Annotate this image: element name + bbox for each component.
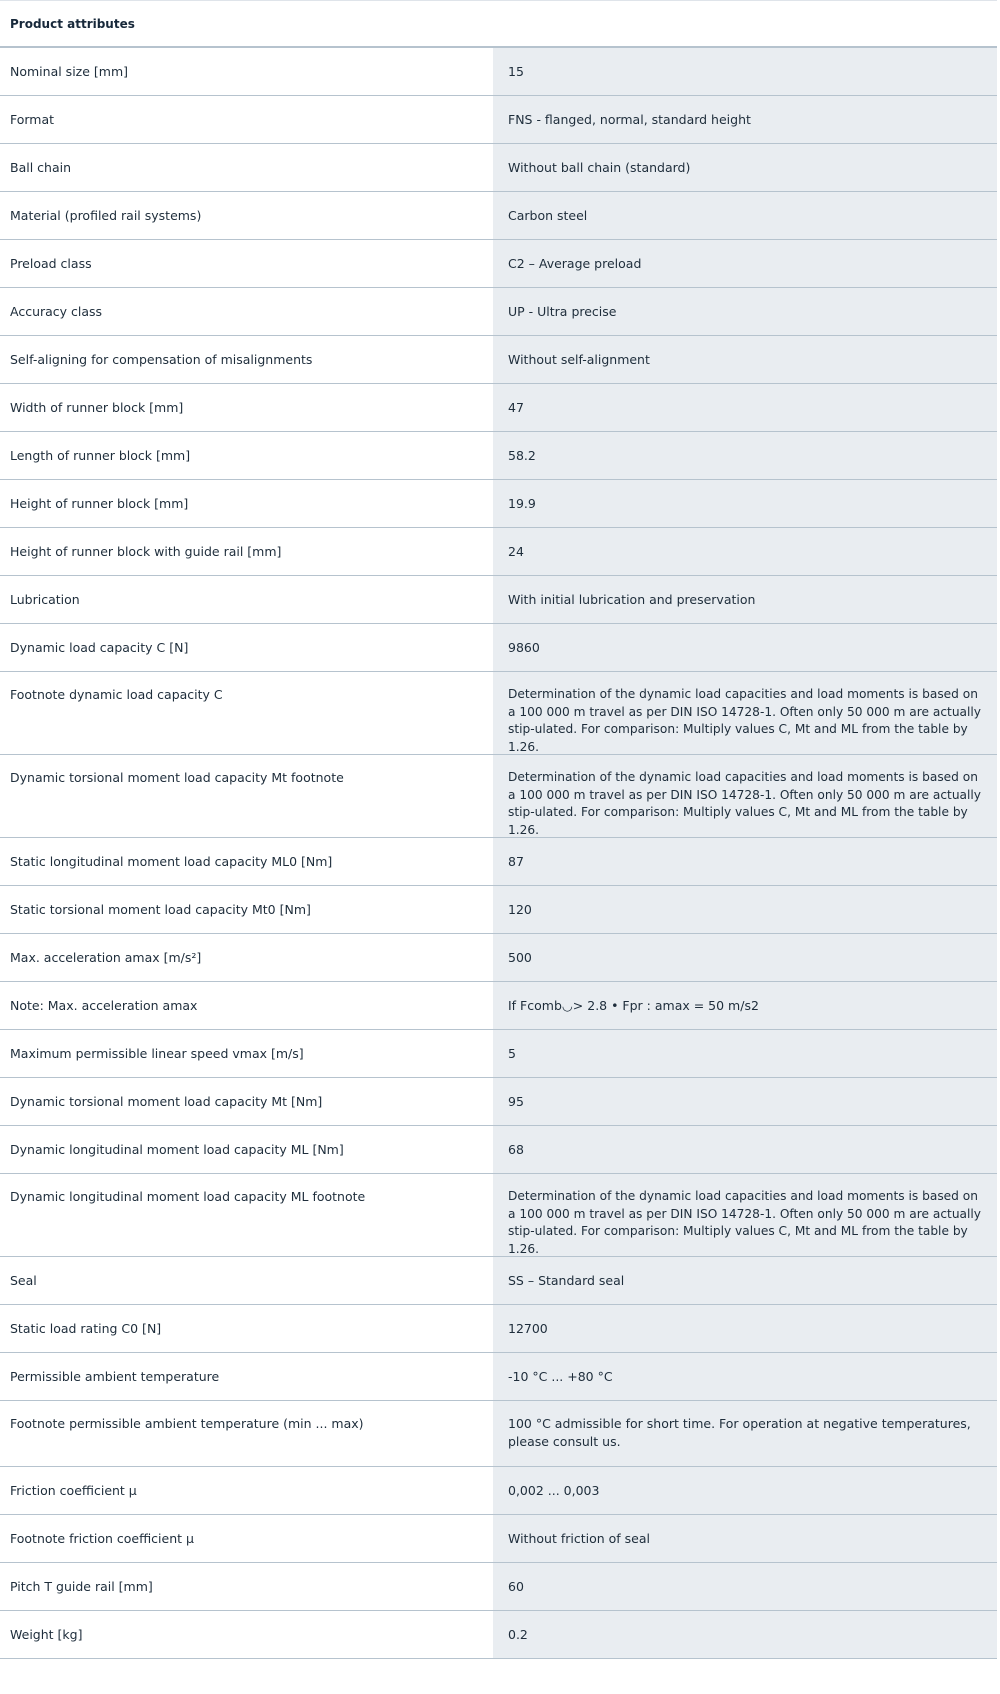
table-row [0,1174,997,1257]
attribute-value: 9860 [493,624,997,671]
attribute-label: Static load rating C0 [N] [10,1320,162,1336]
attribute-value: 47 [493,384,997,431]
attribute-value: Without ball chain (standard) [493,144,997,191]
attribute-value: -10 °C ... +80 °C [493,1353,997,1400]
attribute-value: 0.2 [493,1611,997,1658]
attribute-value: 500 [493,934,997,981]
attribute-value: 100 °C admissible for short time. For operation at negative temperatures, please consult us. [493,1401,997,1466]
attribute-label: Footnote friction coefficient μ [10,1530,194,1546]
table-row [0,1257,997,1305]
attribute-label: Length of runner block [mm] [10,447,191,463]
table-row [0,1126,997,1174]
table-row [0,838,997,886]
attribute-value: Without friction of seal [493,1515,997,1562]
attribute-label: Static longitudinal moment load capacity ML0 [Nm] [10,853,333,869]
attribute-label: Height of runner block [mm] [10,495,189,511]
attribute-value: Carbon steel [493,192,997,239]
attribute-label: Format [10,111,55,127]
attribute-label: Accuracy class [10,303,103,319]
attribute-value: SS – Standard seal [493,1257,997,1304]
attribute-value: Without self-alignment [493,336,997,383]
attribute-label: Dynamic load capacity C [N] [10,639,189,655]
attribute-value: 24 [493,528,997,575]
table-row [0,480,997,528]
attribute-value: 120 [493,886,997,933]
table-row [0,288,997,336]
table-row [0,1611,997,1659]
attribute-label: Friction coefficient μ [10,1482,137,1498]
attribute-label: Static torsional moment load capacity Mt0 [Nm] [10,901,311,917]
attribute-value: FNS - flanged, normal, standard height [493,96,997,143]
attribute-value: 87 [493,838,997,885]
attribute-value: 15 [493,48,997,95]
table-row [0,336,997,384]
attribute-label: Note: Max. acceleration amax [10,997,198,1013]
table-row [0,1467,997,1515]
table-row [0,1515,997,1563]
attribute-label: Permissible ambient temperature [10,1368,220,1384]
attribute-value: UP - Ultra precise [493,288,997,335]
attribute-value: 58.2 [493,432,997,479]
attribute-label: Footnote dynamic load capacity C [10,687,223,702]
table-row [0,1563,997,1611]
table-row [0,48,997,96]
attribute-label: Ball chain [10,159,72,175]
attribute-label: Self-aligning for compensation of misalignments [10,351,313,367]
table-row [0,1078,997,1126]
attribute-value: 19.9 [493,480,997,527]
table-header: Product attributes [0,0,997,48]
attribute-value: 60 [493,1563,997,1610]
table-row [0,240,997,288]
table-row [0,1305,997,1353]
attribute-value: With initial lubrication and preservation [493,576,997,623]
table-row [0,1353,997,1401]
attribute-label: Footnote permissible ambient temperature (min ... max) [10,1416,364,1431]
attribute-label: Lubrication [10,591,80,607]
attribute-label: Height of runner block with guide rail [mm] [10,543,282,559]
attribute-value: 95 [493,1078,997,1125]
attribute-label: Nominal size [mm] [10,63,128,79]
attribute-label: Dynamic longitudinal moment load capacity ML footnote [10,1189,366,1204]
attribute-label: Pitch T guide rail [mm] [10,1578,153,1594]
attribute-label: Preload class [10,255,92,271]
table-row [0,624,997,672]
table-row [0,384,997,432]
table-row [0,1401,997,1467]
table-row [0,192,997,240]
table-row [0,886,997,934]
table-row [0,755,997,838]
attribute-value: C2 – Average preload [493,240,997,287]
attribute-label: Weight [kg] [10,1626,83,1642]
attribute-label: Material (profiled rail systems) [10,207,202,223]
attribute-value: 68 [493,1126,997,1173]
attribute-value: Determination of the dynamic load capacities and load moments is based on a 100 000 m travel as per DIN ISO 14728-1. Often only 50 000 m are actually stip-ulated. For comparison: Multiply values C, Mt and ML from the table by 1.26. [493,755,997,837]
attribute-label: Max. acceleration amax [m/s²] [10,949,202,965]
table-row [0,672,997,755]
attribute-value: 5 [493,1030,997,1077]
attribute-value: Determination of the dynamic load capacities and load moments is based on a 100 000 m travel as per DIN ISO 14728-1. Often only 50 000 m are actually stip-ulated. For comparison: Multiply values C, Mt and ML from the table by 1.26. [493,1174,997,1256]
attribute-label: Width of runner block [mm] [10,399,184,415]
table-row [0,432,997,480]
table-row [0,576,997,624]
attribute-label: Maximum permissible linear speed vmax [m/s] [10,1045,304,1061]
attribute-value: Determination of the dynamic load capacities and load moments is based on a 100 000 m travel as per DIN ISO 14728-1. Often only 50 000 m are actually stip-ulated. For comparison: Multiply values C, Mt and ML from the table by 1.26. [493,672,997,754]
table-row [0,934,997,982]
attribute-value: 12700 [493,1305,997,1352]
table-row [0,982,997,1030]
attribute-label: Seal [10,1272,37,1288]
table-row [0,528,997,576]
attribute-label: Dynamic torsional moment load capacity Mt [Nm] [10,1093,323,1109]
attribute-value: If Fcomb◡> 2.8 • Fpr : amax = 50 m/s2 [493,982,997,1029]
attribute-value: 0,002 ... 0,003 [493,1467,997,1514]
table-row [0,144,997,192]
table-row [0,1030,997,1078]
table-row [0,96,997,144]
attribute-label: Dynamic longitudinal moment load capacity ML [Nm] [10,1141,344,1157]
attribute-label: Dynamic torsional moment load capacity Mt footnote [10,770,344,785]
